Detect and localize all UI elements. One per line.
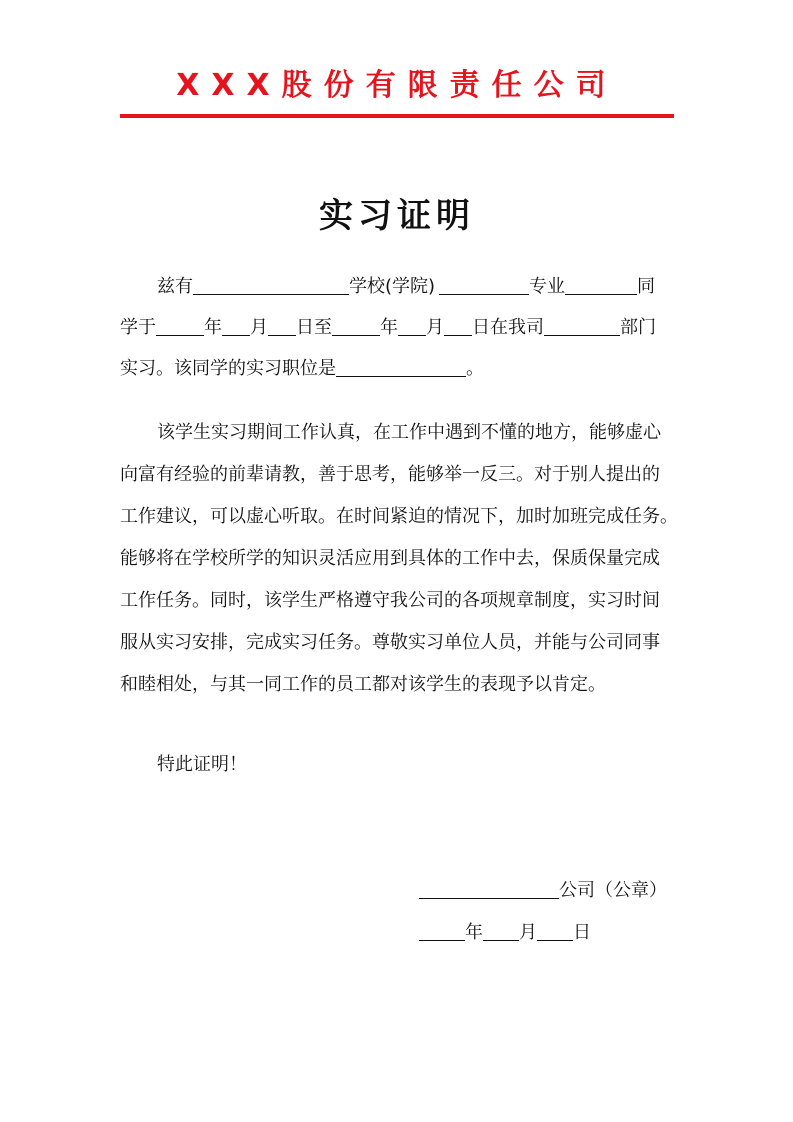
position-blank[interactable] [336,358,466,377]
company-seal-label: 公司（公章） [559,880,667,901]
text-tong: 同 [637,276,656,297]
text-day-to: 日至 [296,317,332,338]
end-year-blank[interactable] [332,317,380,336]
info-line-1 [120,266,674,307]
text-month-2: 月 [426,317,444,338]
evaluation-line: 和睦相处，与其一同工作的员工都对该学生的表现予以肯定。 [120,674,606,695]
evaluation-paragraph [120,412,678,706]
class-blank[interactable] [565,276,637,295]
text-year-1: 年 [204,317,222,338]
sign-day-blank[interactable] [537,922,573,941]
department-blank[interactable] [544,317,620,336]
text-zi-you: 兹有 [157,276,193,297]
document-title: 实习证明 [319,196,475,236]
student-name-blank[interactable] [193,276,349,295]
text-month-1: 月 [250,317,268,338]
evaluation-line: 向富有经验的前辈请教，善于思考，能够举一反三。对于别人提出的 [120,464,660,485]
end-day-blank[interactable] [444,317,472,336]
text-day-at-company: 日在我司 [472,317,544,338]
student-info-paragraph [120,266,674,389]
company-name-blank[interactable] [419,880,559,899]
company-name-header: XXX股份有限责任公司 [176,68,618,103]
start-month-blank[interactable] [222,317,250,336]
evaluation-line: 工作任务。同时，该学生严格遵守我公司的各项规章制度，实习时间 [120,590,660,611]
signature-block [419,870,679,954]
end-month-blank[interactable] [398,317,426,336]
info-line-2 [120,307,674,348]
text-major: 专业 [529,276,566,297]
signature-date-line [419,912,679,954]
sign-month-label: 月 [519,922,537,943]
evaluation-line: 能够将在学校所学的知识灵活应用到具体的工作中去，保质保量完成 [120,548,660,569]
text-period: 。 [466,358,484,379]
company-seal-line [419,870,679,912]
sign-year-label: 年 [465,922,483,943]
text-year-2: 年 [380,317,398,338]
info-line-3 [120,348,674,389]
closing-statement: 特此证明！ [157,754,247,775]
sign-month-blank[interactable] [483,922,519,941]
header-divider-rule [120,114,674,118]
sign-day-label: 日 [573,922,591,943]
sign-year-blank[interactable] [419,922,465,941]
major-name-blank[interactable] [439,276,529,295]
evaluation-line: 该学生实习期间工作认真，在工作中遇到不懂的地方，能够虚心 [157,422,661,443]
text-position-intro: 实习。该同学的实习职位是 [120,358,336,379]
start-year-blank[interactable] [156,317,204,336]
text-xue-yu: 学于 [120,317,156,338]
evaluation-line: 工作建议，可以虚心听取。在时间紧迫的情况下，加时加班完成任务。 [120,506,678,527]
text-department: 部门 [620,317,656,338]
evaluation-line: 服从实习安排，完成实习任务。尊敬实习单位人员，并能与公司同事 [120,632,660,653]
start-day-blank[interactable] [268,317,296,336]
text-school: 学校(学院) [349,276,436,297]
